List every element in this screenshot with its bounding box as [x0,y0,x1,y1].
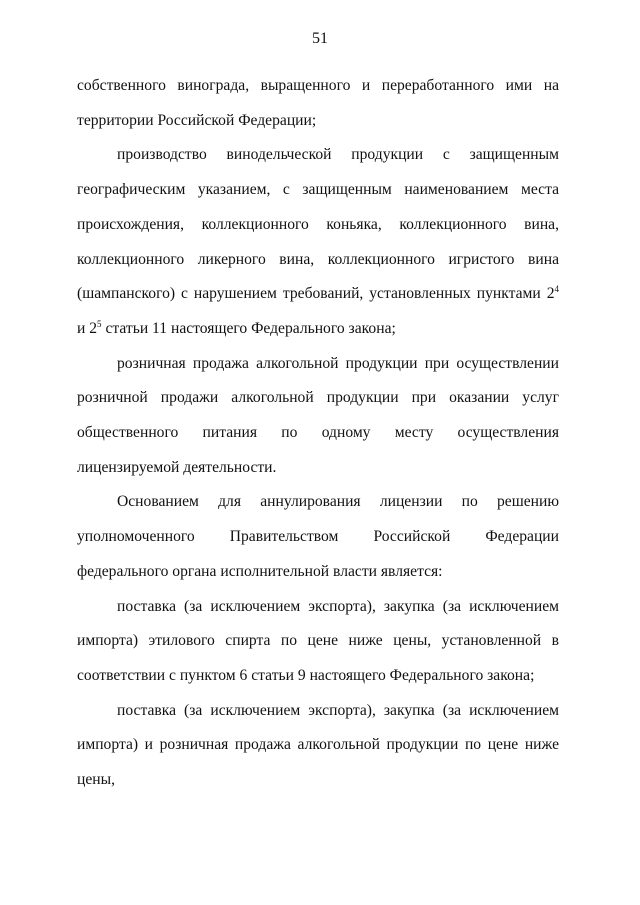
paragraph-annulment-basis: Основанием для аннулирования лицензии по решению уполномоченного Правительством Российской Федерации федерального органа исполнительной власти является: [77,493,559,580]
paragraph-alcohol-supply: поставка (за исключением экспорта), закупка (за исключением импорта) и розничная продажа алкогольной продукции по цене ниже цены, [77,701,559,789]
superscript-index: 5 [97,318,102,329]
document-body [77,69,559,798]
paragraph-wine-production-text: и 2 [77,319,98,337]
page-number: 51 [312,30,328,47]
paragraph-wine-production [77,138,559,346]
paragraph-continuation: собственного винограда, выращенного и переработанного ими на территории Российской Федерации; [77,77,559,129]
paragraph-ethyl-alcohol-supply: поставка (за исключением экспорта), закупка (за исключением импорта) этилового спирта по цене ниже цены, установленной в соответствии с пунктом 6 статьи 9 настоящего Федерального закона; [77,597,559,684]
paragraph-retail-sale: розничная продажа алкогольной продукции при осуществлении розничной продажи алкогольной продукции при оказании услуг общественного питания по одному месту осуществления лицензируемой деятельности. [77,354,559,476]
superscript-index: 4 [554,284,559,295]
paragraph-wine-production-text: производство винодельческой продукции с защищенным географическим указанием, с защищенным наименованием места происхождения, коллекционного коньяка, коллекционного вина, коллекционного ликерного вина, коллекционного игристого вина (шампанского) с нарушением требований, установленных пунктами 2 [77,146,559,303]
paragraph-wine-production-text: статьи 11 настоящего Федерального закона; [101,319,396,337]
